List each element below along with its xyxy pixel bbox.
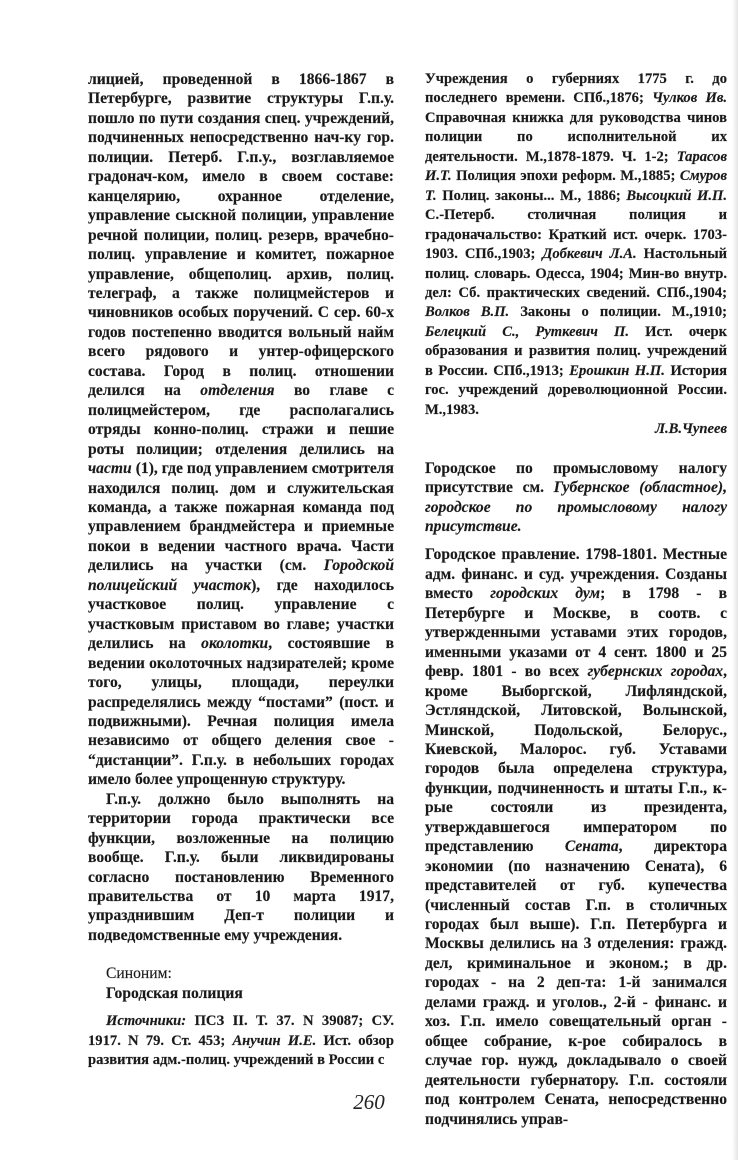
cross-reference: отделения [200, 382, 275, 400]
sources-paragraph [88, 1012, 394, 1070]
page-number: 260 [353, 1090, 385, 1114]
text-run: С.-Петерб. столичная полиция и градоначальство: Краткий ист. очерк. 1703-1903. СПб.,1903; [425, 207, 727, 263]
text-run: Ист. обзор развития адм.-полиц. учреждений в России с [88, 1032, 394, 1069]
text-run: ), где находилось участковое полиц. управление с участковым приставом во главе; участки делились на [88, 576, 395, 653]
entry-headword: Городское по промысловому налогу присутствие [425, 459, 727, 497]
text-run: Полиция эпохи реформ. М.,1885; [451, 168, 680, 185]
source-author: Высоцкий И.П. [626, 187, 727, 204]
text-run: лицией, проведенной в 1866-1867 в Петербурге, развитие структуры Г.п.у. пошло по пути создания спец. учреждений, подчиненных непосредственно нач-ку гор. полиции. Петерб. Г.п.у., возглавляемое градонач-ком, имело в своем составе: канцелярию, охранное отделение, управление сыскной полиции, управление речной полиции, полиц. резерв, врачебно-полиц. управление и комитет, пожарное управление, общеполиц. архив, полиц. телеграф, а также полицмейстеров и чиновников особых поручений. С сер. 60-х годов постепенно вводится вольный найм всего рядового и унтер-офицерского состава. Город в полиц. отношении делился на [88, 71, 394, 400]
text-run: . 1798-1801. Местные адм. финанс. и суд. учреждения. Созданы вместо [425, 546, 727, 603]
source-author: Чулков Ив. [652, 90, 727, 107]
entry-headword: Городское правление [425, 546, 576, 564]
left-column [88, 70, 394, 1071]
cross-reference: части [88, 460, 132, 478]
cross-reference: городских дум [490, 585, 601, 603]
source-author: Добкевич Л.А. [542, 246, 637, 263]
article-author: Л.В.Чупеев [654, 421, 727, 438]
sources-label: Источники: [106, 1013, 187, 1030]
article-paragraph [88, 70, 394, 790]
synonym-term: Городская полиция [106, 984, 243, 1002]
text-run: (1), где под управлением смотрителя находился полиц. дом и служительская команда, а также пожарная команда под управлением брандмейстера и приемные покои в ведении частного врача. Части делились на участки (см. [88, 460, 394, 575]
dictionary-entry [425, 545, 727, 1129]
text-run: , директора экономии (по назначению Сената), 6 представителей от губ. купечества (численный состав Г.п. в столичных городах был выше). Г.п. Петербурга и Москвы делились на 3 отделения: гражд. дел, криминальное и эконом.; в др. городах - на 2 деп-та: 1-й занимался делами гражд. и уголов., 2-й - финанс. и хоз. Г.п. имело совещательный орган - общее собрание, к-рое собиралось в случае гор. нужд, докладывало о своей деятельности губернатору. Г.п. состояли под контролем Сената, непосредственно подчинялись управ- [425, 838, 727, 1128]
text-run: ; в 1798 - в Петербурге и Москве, в соотв. с утвержденными уставами этих городов, именными указами от 4 сент. 1800 и 25 февр. 1801 - во всех [425, 585, 727, 681]
sources-continuation [425, 70, 727, 420]
source-author: Волков В.П. [425, 304, 510, 321]
text-run: Ист. очерк образования и развития полиц. учреждений в России. СПб.,1913; [425, 323, 727, 379]
cross-reference: Сената [564, 838, 619, 856]
source-author: Ерошкин Н.П. [569, 362, 665, 379]
spacer [425, 440, 727, 459]
text-run: Учреждения о губерниях 1775 г. до последнего времени. СПб.,1876; [425, 71, 727, 107]
spacer [425, 536, 727, 545]
dictionary-entry [425, 459, 727, 537]
spacer [88, 1003, 394, 1012]
source-author: Смуров Т. [425, 168, 727, 204]
cross-reference: околотки [201, 635, 269, 653]
text-run: ПСЗ II. Т. 37. N 39087; СУ. 1917. N 79. Ст. 453; [88, 1013, 394, 1049]
text-run: Настольный полиц. словарь. Одесса, 1904; Мин-во внутр. дел: Сб. практических сведений. СПб.,1904; [425, 246, 727, 301]
source-author: Белецкий С., Руткевич П. [425, 323, 630, 340]
text-run: Полиц. законы... М., 1886; [436, 187, 627, 204]
cross-reference: губернских городах [587, 663, 724, 681]
spacer [88, 945, 394, 964]
source-author: Тарасов И.Т. [425, 148, 727, 185]
text-run: , кроме Выборгской, Лифляндской, Эстляндской, Литовской, Волынской, Минской, Подольской, Белорус., Киевской, Малорос. губ. Уставами городов была определена структура, функции, подчиненность и штаты Г.п., к-рые состояли из президента, утверждавшегося императором по представлению [425, 663, 727, 856]
text-run: Справочная книжка для руководства чинов полиции по исполнительной их деятельности. М.,1878-1879. Ч. 1-2; [425, 109, 727, 165]
right-column [425, 70, 727, 1129]
page-edge-shadow [732, 0, 738, 1160]
cross-reference: Городской полицейский участок [88, 557, 394, 594]
source-author: Анучин И.Е. [232, 1032, 317, 1049]
text-run: Законы о полиции. М.,1910; [509, 304, 727, 321]
text-run: см. [512, 479, 554, 497]
article-paragraph: Г.п.у. должно было выполнять на территории города практически все функции, возложенные на полицию вообще. Г.п.у. были ликвидированы согласно постановлению Временного правительства от 10 марта 1917, упразднившим Деп-т полиции и подведомственные ему учреждения. [88, 790, 394, 944]
text-run: во главе с полицмейстером, где располагались отряды конно-полиц. стражи и пешие роты полиции; отделения делились на [88, 382, 394, 458]
text-run: История гос. учреждений дореволюционной России. М.,1983. [425, 362, 727, 418]
cross-reference: Губернское (областное), городское по промысловому налогу присутствие. [425, 479, 727, 535]
synonym-label: Синоним: [106, 965, 172, 983]
text-run: , состоявшие в ведении околоточных надзирателей; кроме того, улицы, площади, переулки распределялись между “постами” (пост. и подвижными). Речная полиция имела независимо от общего деления свое - “дистанции”. Г.п.у. в небольших городах имело более упрощенную структуру. [88, 635, 394, 789]
